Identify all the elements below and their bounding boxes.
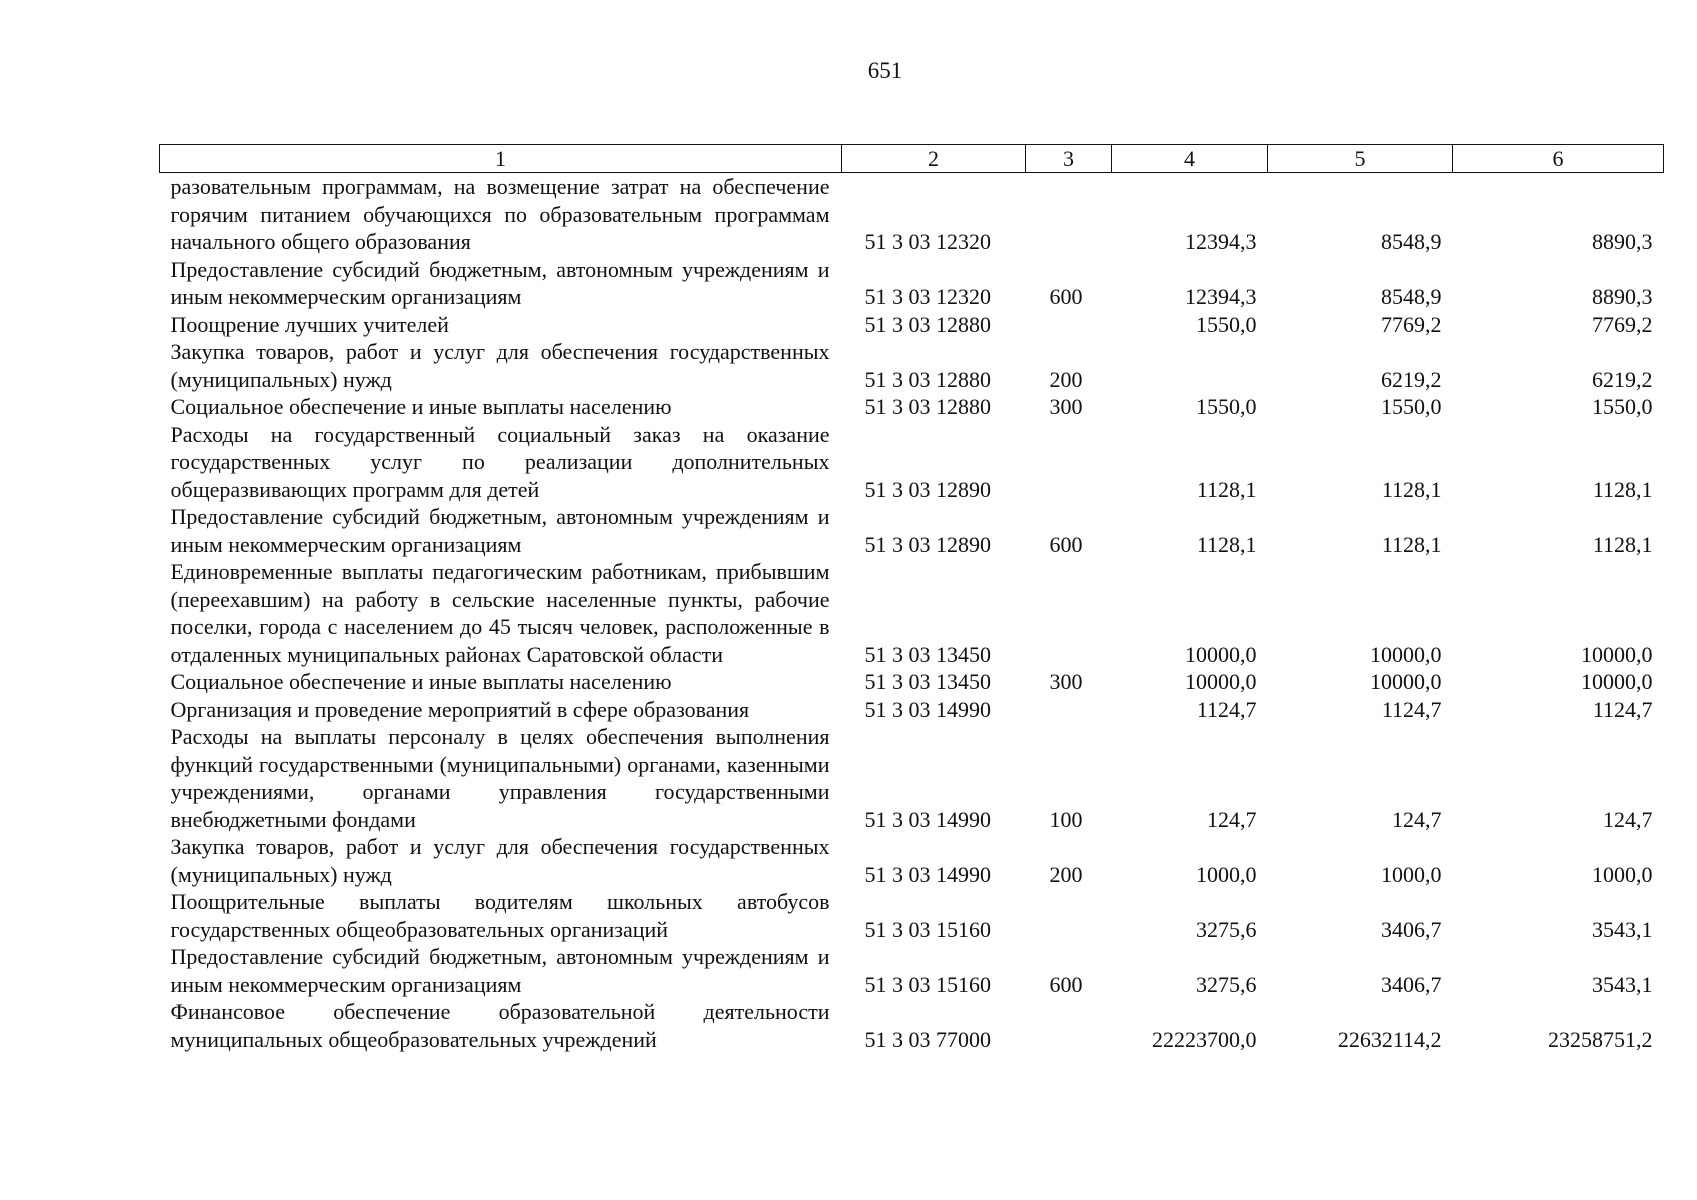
row-value-5: 124,7 xyxy=(1392,806,1442,832)
row-value-6: 1124,7 xyxy=(1592,696,1653,722)
table-row xyxy=(160,256,1664,311)
row-type xyxy=(1026,998,1112,1053)
row-value-6: 3543,1 xyxy=(1592,971,1653,997)
row-value-5: 22632114,2 xyxy=(1337,1026,1442,1052)
row-type xyxy=(1026,558,1112,668)
row-name: Финансовое обеспечение образовательной деятельности муниципальных общеобразовательных учреждений xyxy=(170,999,830,1052)
row-name: разовательным программам, на возмещение затрат на обеспечение горячим питанием обучающихся по образовательным программам начального общего образования xyxy=(170,174,830,254)
row-code: 51 3 03 14990 xyxy=(864,861,991,887)
table-row xyxy=(160,173,1664,256)
row-type xyxy=(1026,696,1112,724)
row-value-4: 124,7 xyxy=(1207,806,1257,832)
row-name: Социальное обеспечение и иные выплаты населению xyxy=(170,394,672,419)
row-value-4: 1550,0 xyxy=(1196,311,1257,337)
row-code: 51 3 03 15160 xyxy=(864,916,991,942)
table-row xyxy=(160,833,1664,888)
row-value-5: 8548,9 xyxy=(1381,229,1442,254)
row-type: 600 xyxy=(1049,284,1083,309)
row-value-4: 10000,0 xyxy=(1185,669,1257,694)
row-value-4 xyxy=(1112,338,1268,393)
row-value-5: 8548,9 xyxy=(1381,284,1442,309)
row-value-4: 12394,3 xyxy=(1185,284,1257,309)
row-name: Предоставление субсидий бюджетным, автономным учреждениям и иным некоммерческим организациям xyxy=(170,256,830,309)
row-code: 51 3 03 12890 xyxy=(864,476,991,502)
row-type: 300 xyxy=(1049,669,1083,694)
row-type: 200 xyxy=(1049,366,1083,392)
row-code: 51 3 03 14990 xyxy=(864,806,991,832)
row-name: Социальное обеспечение и иные выплаты населению xyxy=(170,669,672,694)
row-code: 51 3 03 12320 xyxy=(864,229,991,254)
row-code: 51 3 03 15160 xyxy=(864,971,991,997)
row-code: 51 3 03 13450 xyxy=(864,641,991,667)
table-row xyxy=(160,393,1664,421)
row-name: Закупка товаров, работ и услуг для обеспечения государственных (муниципальных) нужд xyxy=(170,339,830,392)
table-row xyxy=(160,558,1664,668)
table-row xyxy=(160,503,1664,558)
row-value-6: 10000,0 xyxy=(1581,669,1653,694)
row-code: 51 3 03 77000 xyxy=(864,1026,991,1052)
row-value-6: 8890,3 xyxy=(1592,284,1653,309)
row-name: Организация и проведение мероприятий в сфере образования xyxy=(170,696,750,722)
row-name: Поощрительные выплаты водителям школьных автобусов государственных общеобразовательных организаций xyxy=(170,889,830,942)
row-value-6: 1128,1 xyxy=(1592,531,1653,557)
row-type: 600 xyxy=(1049,971,1083,997)
row-type xyxy=(1026,888,1112,943)
row-code: 51 3 03 12890 xyxy=(864,531,991,557)
row-value-4: 1128,1 xyxy=(1196,531,1257,557)
row-type xyxy=(1026,311,1112,339)
table-row xyxy=(160,311,1664,339)
row-type: 300 xyxy=(1049,394,1083,419)
row-code: 51 3 03 14990 xyxy=(864,696,991,722)
row-value-6: 10000,0 xyxy=(1581,641,1653,667)
table-row xyxy=(160,998,1664,1053)
row-value-4: 1124,7 xyxy=(1196,696,1257,722)
header-col-4: 4 xyxy=(1112,145,1268,173)
table-row xyxy=(160,421,1664,504)
header-col-1: 1 xyxy=(160,145,842,173)
row-type: 200 xyxy=(1049,861,1083,887)
row-name: Предоставление субсидий бюджетным, автономным учреждениям и иным некоммерческим организациям xyxy=(170,944,830,997)
row-name: Единовременные выплаты педагогическим работникам, прибывшим (переехавшим) на работу в сельские населенные пункты, рабочие поселки, города с населением до 45 тысяч человек, расположенные в отдаленных муниципальных районах Саратовской области xyxy=(170,559,830,667)
row-type xyxy=(1026,173,1112,256)
row-code: 51 3 03 12320 xyxy=(864,284,991,309)
table-row xyxy=(160,668,1664,696)
row-value-6: 1128,1 xyxy=(1592,476,1653,502)
row-value-6: 124,7 xyxy=(1603,806,1653,832)
row-type: 600 xyxy=(1049,531,1083,557)
row-value-6: 3543,1 xyxy=(1592,916,1653,942)
row-type xyxy=(1026,421,1112,504)
row-value-4: 1128,1 xyxy=(1196,476,1257,502)
header-row xyxy=(160,145,1664,173)
row-code: 51 3 03 12880 xyxy=(864,366,991,392)
header-col-6: 6 xyxy=(1453,145,1664,173)
row-value-6: 7769,2 xyxy=(1592,311,1653,337)
table-body xyxy=(160,173,1664,1054)
header-col-2: 2 xyxy=(842,145,1026,173)
row-value-4: 3275,6 xyxy=(1196,971,1257,997)
row-value-4: 3275,6 xyxy=(1196,916,1257,942)
row-type: 100 xyxy=(1049,806,1083,832)
row-value-4: 22223700,0 xyxy=(1152,1026,1257,1052)
row-value-4: 10000,0 xyxy=(1185,641,1257,667)
row-value-5: 10000,0 xyxy=(1370,641,1442,667)
row-name: Поощрение лучших учителей xyxy=(170,311,449,337)
row-value-5: 3406,7 xyxy=(1381,971,1442,997)
row-value-4: 12394,3 xyxy=(1185,229,1257,254)
row-value-4: 1000,0 xyxy=(1196,861,1257,887)
row-value-6: 1000,0 xyxy=(1592,861,1653,887)
row-value-5: 1000,0 xyxy=(1381,861,1442,887)
row-value-6: 6219,2 xyxy=(1592,366,1653,392)
row-value-4: 1550,0 xyxy=(1196,394,1257,419)
table-row xyxy=(160,338,1664,393)
row-code: 51 3 03 12880 xyxy=(864,394,991,419)
row-name: Расходы на выплаты персоналу в целях обеспечения выполнения функций государственными (муниципальными) органами, казенными учреждениями, органами управления государственными внебюджетными фондами xyxy=(170,724,830,832)
row-value-5: 1550,0 xyxy=(1381,394,1442,419)
row-name: Закупка товаров, работ и услуг для обеспечения государственных (муниципальных) нужд xyxy=(170,834,830,887)
budget-table xyxy=(159,144,1664,1053)
header-col-3: 3 xyxy=(1026,145,1112,173)
row-value-6: 1550,0 xyxy=(1592,394,1653,419)
row-value-5: 7769,2 xyxy=(1381,311,1442,337)
row-value-5: 10000,0 xyxy=(1370,669,1442,694)
row-value-5: 1128,1 xyxy=(1381,531,1442,557)
table-header xyxy=(160,145,1664,173)
row-code: 51 3 03 13450 xyxy=(864,669,991,694)
row-value-5: 3406,7 xyxy=(1381,916,1442,942)
row-value-6: 8890,3 xyxy=(1592,229,1653,254)
row-value-5: 6219,2 xyxy=(1381,366,1442,392)
row-value-5: 1128,1 xyxy=(1381,476,1442,502)
table-row xyxy=(160,696,1664,724)
row-name: Предоставление субсидий бюджетным, автономным учреждениям и иным некоммерческим организациям xyxy=(170,504,830,557)
header-col-5: 5 xyxy=(1268,145,1453,173)
row-value-6: 23258751,2 xyxy=(1548,1026,1653,1052)
table-row xyxy=(160,723,1664,833)
row-code: 51 3 03 12880 xyxy=(864,311,991,337)
table-row xyxy=(160,888,1664,943)
row-value-5: 1124,7 xyxy=(1381,696,1442,722)
row-name: Расходы на государственный социальный заказ на оказание государственных услуг по реализации дополнительных общеразвивающих программ для детей xyxy=(170,421,830,502)
page-number: 651 xyxy=(867,58,903,83)
table-row xyxy=(160,943,1664,998)
